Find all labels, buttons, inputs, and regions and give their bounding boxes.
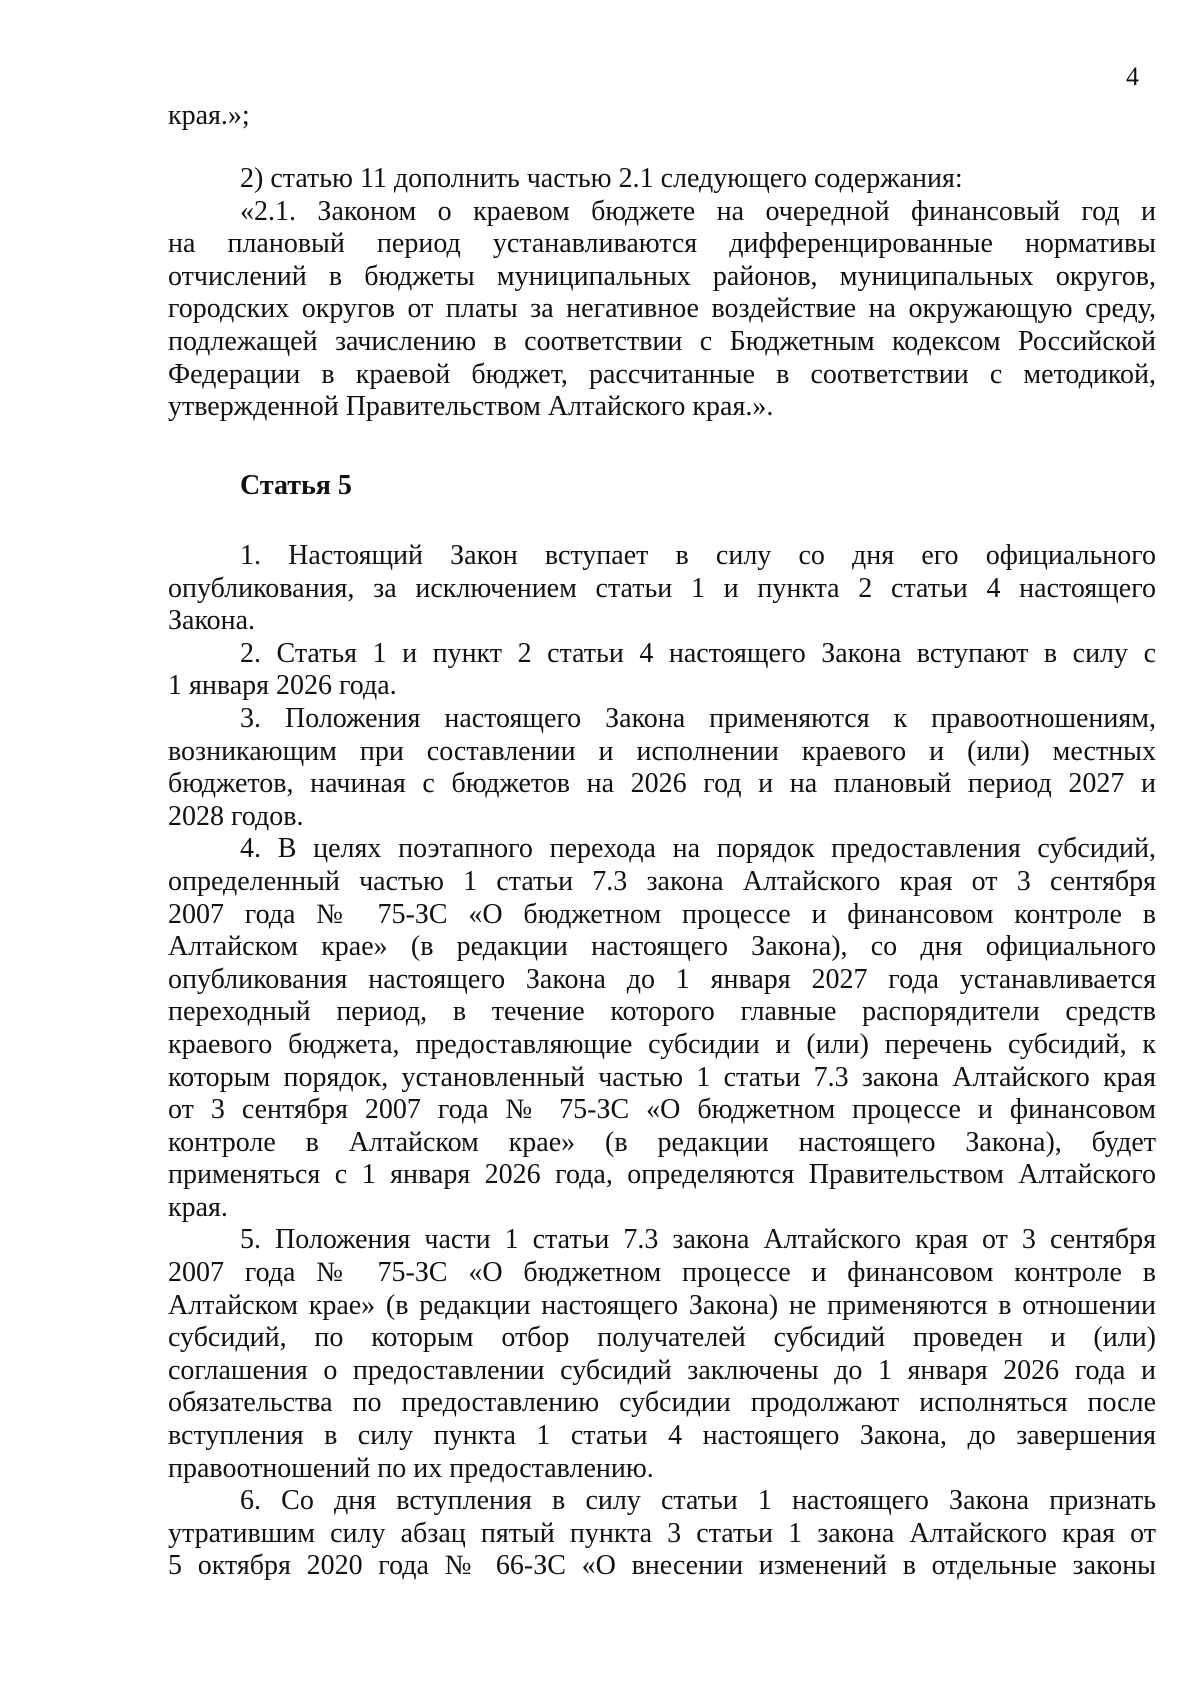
amendment-paragraph	[168, 163, 1156, 424]
text-line: возникающим при составлении и исполнении краевого и (или) местных	[168, 735, 1156, 767]
text-line: переходный период, в течение которого главные распорядители средств	[168, 996, 1156, 1028]
text-line: 1 января 2026 года.	[168, 670, 397, 702]
text-line: Федерации в краевой бюджет, рассчитанные в соответствии с методикой,	[168, 358, 1156, 390]
text-line: городских округов от платы за негативное воздействие на окружающую среду,	[168, 293, 1156, 325]
text-line: «2.1. Законом о краевом бюджете на очередной финансовый год и	[240, 195, 1156, 227]
text-line: 2007 года № 75-ЗС «О бюджетном процессе и финансовом контроле в	[168, 1257, 1156, 1289]
text-line: краевого бюджета, предоставляющие субсидии и (или) перечень субсидий, к	[168, 1028, 1156, 1060]
text-line: 2. Статья 1 и пункт 2 статьи 4 настоящего Закона вступают в силу с	[240, 637, 1156, 669]
text-line: 5. Положения части 1 статьи 7.3 закона Алтайского края от 3 сентября	[240, 1224, 1156, 1256]
text-line: края.»;	[168, 100, 250, 131]
paragraph-continuation	[168, 100, 1156, 133]
text-line: 2028 годов.	[168, 800, 304, 832]
text-line: отчислений в бюджеты муниципальных районов, муниципальных округов,	[168, 260, 1156, 292]
text-line: Алтайском крае» (в редакции настоящего Закона), со дня официального	[168, 931, 1156, 963]
text-line: 2007 года № 75-ЗС «О бюджетном процессе и финансовом контроле в	[168, 898, 1156, 930]
article-heading: Статья 5	[240, 470, 352, 501]
text-line: края.	[168, 1191, 228, 1223]
page-number: 4	[1126, 62, 1139, 91]
text-line: которым порядок, установленный частью 1 статьи 7.3 закона Алтайского края	[168, 1061, 1156, 1093]
text-line: обязательства по предоставлению субсидии продолжают исполняться после	[168, 1387, 1156, 1419]
text-line: 3. Положения настоящего Закона применяются к правоотношениям,	[240, 702, 1156, 734]
text-line: 5 октября 2020 года № 66-ЗС «О внесении изменений в отдельные законы	[168, 1550, 1156, 1582]
text-line: опубликования, за исключением статьи 1 и пункта 2 статьи 4 настоящего	[168, 572, 1156, 604]
text-line: 6. Со дня вступления в силу статьи 1 настоящего Закона признать	[240, 1485, 1156, 1517]
text-line: 2) статью 11 дополнить частью 2.1 следующего содержания:	[240, 163, 963, 194]
text-line: утратившим силу абзац пятый пункта 3 статьи 1 закона Алтайского края от	[168, 1517, 1156, 1549]
text-line: опубликования настоящего Закона до 1 января 2027 года устанавливается	[168, 963, 1156, 995]
text-line: контроле в Алтайском крае» (в редакции настоящего Закона), будет	[168, 1126, 1156, 1158]
text-line: вступления в силу пункта 1 статьи 4 настоящего Закона, до завершения	[168, 1420, 1156, 1452]
text-line: соглашения о предоставлении субсидий заключены до 1 января 2026 года и	[168, 1354, 1156, 1386]
text-line: правоотношений по их предоставлению.	[168, 1452, 654, 1484]
text-line: 4. В целях поэтапного перехода на порядок предоставления субсидий,	[240, 833, 1156, 865]
text-line: на плановый период устанавливаются дифференцированные нормативы	[168, 228, 1156, 260]
text-line: 1. Настоящий Закон вступает в силу со дня его официального	[240, 540, 1156, 571]
text-line: Закона.	[168, 605, 256, 637]
text-line: применяться с 1 января 2026 года, определяются Правительством Алтайского	[168, 1159, 1156, 1191]
text-line: бюджетов, начиная с бюджетов на 2026 год и на плановый период 2027 и	[168, 768, 1156, 800]
text-line: от 3 сентября 2007 года № 75-ЗС «О бюджетном процессе и финансовом	[168, 1094, 1156, 1126]
text-line: Алтайском крае» (в редакции настоящего Закона) не применяются в отношении	[168, 1289, 1156, 1321]
text-line: утвержденной Правительством Алтайского края.».	[168, 391, 774, 423]
text-line: субсидий, по которым отбор получателей субсидий проведен и (или)	[168, 1322, 1156, 1354]
text-line: определенный частью 1 статьи 7.3 закона Алтайского края от 3 сентября	[168, 865, 1156, 897]
article-body	[168, 540, 1156, 1583]
text-line: подлежащей зачислению в соответствии с Бюджетным кодексом Российской	[168, 325, 1156, 357]
